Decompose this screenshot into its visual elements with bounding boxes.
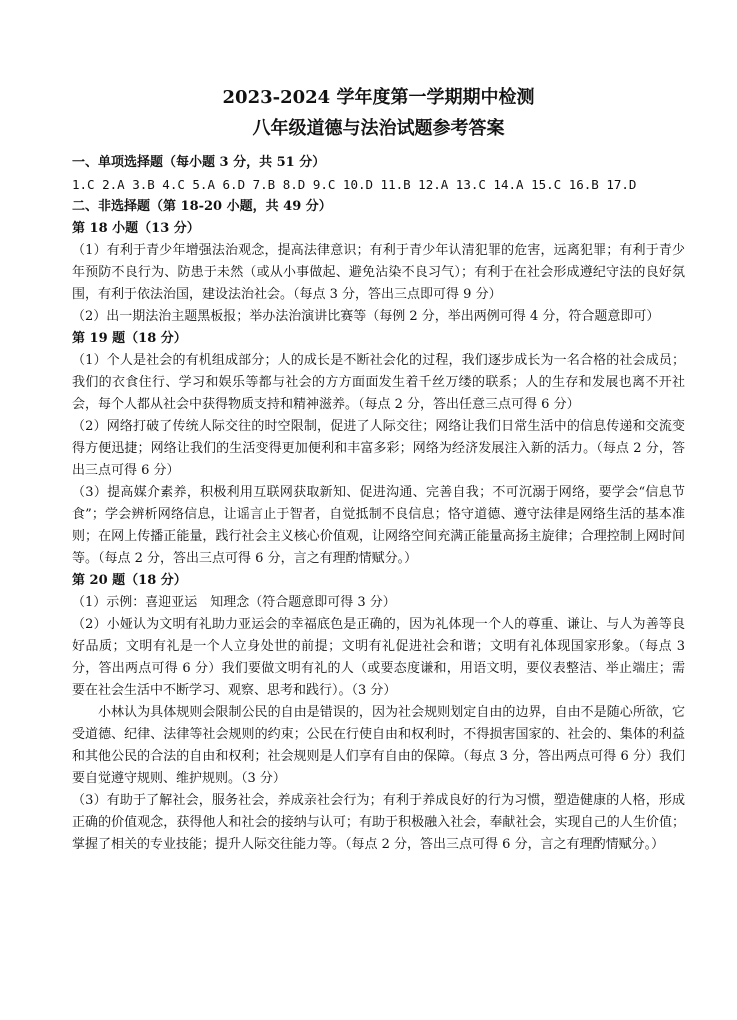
document-subtitle: 八年级道德与法治试题参考答案 <box>252 118 505 139</box>
question-20-answer-1: （1）示例：喜迎亚运 知理念（符合题意即可得 3 分） <box>72 595 396 610</box>
title-block <box>72 84 685 144</box>
question-20-heading: 第 20 题（18 分） <box>72 573 187 588</box>
multiple-choice-answers: 1.C 2.A 3.B 4.C 5.A 6.D 7.B 8.D 9.C 10.D 11.B 12.A 13.C 14.A 15.C 16.B 17.D <box>72 177 637 192</box>
question-18-answer-1: （1）有利于青少年增强法治观念，提高法律意识；有利于青少年认清犯罪的危害，远离犯罪；有利于青少年预防不良行为、防患于未然（或从小事做起、避免沾染不良习气）；有利于在社会形成遵纪守法的良好氛围，有利于依法治国，建设法治社会。（每点 3 分，答出三点即可得 9 分） <box>72 243 685 302</box>
section-non-choice-heading: 二、非选择题（第 18-20 小题，共 49 分） <box>72 199 332 214</box>
question-20-answer-2: （2）小娅认为文明有礼助力亚运会的幸福底色是正确的，因为礼体现一个人的尊重、谦让、与人为善等良好品质；文明有礼是一个人立身处世的前提；文明有礼促进社会和谐；文明有礼体现国家形象。（每点 3 分，答出两点可得 6 分）我们要做文明有礼的人（或要态度谦和，用语文明，要仪表整洁、举止端庄；需要在社会生活中不断学习、观察、思考和践行）。（3 分） <box>72 617 685 698</box>
question-19-answer-2: （2）网络打破了传统人际交往的时空限制，促进了人际交往；网络让我们日常生活中的信息传递和交流变得方便迅捷；网络让我们的生活变得更加便利和丰富多彩；网络为经济发展注入新的活力。（每点 2 分，答出三点可得 6 分） <box>72 419 685 478</box>
question-20-answer-2-continued: 小林认为具体规则会限制公民的自由是错误的，因为社会规则划定自由的边界，自由不是随心所欲，它受道德、纪律、法律等社会规则的约束；公民在行使自由和权利时，不得损害国家的、社会的、集体的利益和其他公民的合法的自由和权利；社会规则是人们享有自由的保障。（每点 3 分，答出两点可得 6 分）我们要自觉遵守规则、维护规则。（3 分） <box>72 705 685 786</box>
question-19-answer-1: （1）个人是社会的有机组成部分；人的成长是不断社会化的过程，我们逐步成长为一名合格的社会成员；我们的衣食住行、学习和娱乐等都与社会的方方面面发生着千丝万缕的联系；人的生存和发展也离不开社会，每个人都从社会中获得物质支持和精神滋养。（每点 2 分，答出任意三点可得 6 分） <box>72 353 685 412</box>
question-20-answer-3: （3）有助于了解社会，服务社会，养成亲社会行为；有利于养成良好的行为习惯，塑造健康的人格，形成正确的价值观念，获得他人和社会的接纳与认可；有助于积极融入社会，奉献社会，实现自己的人生价值；掌握了相关的专业技能；提升人际交往能力等。（每点 2 分，答出三点可得 6 分，言之有理酌情赋分。） <box>72 793 685 852</box>
question-18-answer-2: （2）出一期法治主题黑板报；举办法治演讲比赛等（每例 2 分，举出两例可得 4 分，符合题意即可） <box>72 309 660 324</box>
document-title: 2023-2024 学年度第一学期期中检测 <box>222 87 535 108</box>
question-19-answer-3: （3）提高媒介素养，积极利用互联网获取新知、促进沟通、完善自我；不可沉溺于网络，要学会“信息节食”；学会辨析网络信息，让谣言止于智者，自觉抵制不良信息；恪守道德、遵守法律是网络生活的基本准则；在网上传播正能量，践行社会主义核心价值观，让网络空间充满正能量高扬主旋律；合理控制上网时间等。（每点 2 分，答出三点可得 6 分，言之有理酌情赋分。） <box>72 485 685 566</box>
question-19-heading: 第 19 题（18 分） <box>72 331 187 346</box>
section-multiple-choice-heading: 一、单项选择题（每小题 3 分，共 51 分） <box>72 155 326 170</box>
question-18-heading: 第 18 小题（13 分） <box>72 221 200 236</box>
